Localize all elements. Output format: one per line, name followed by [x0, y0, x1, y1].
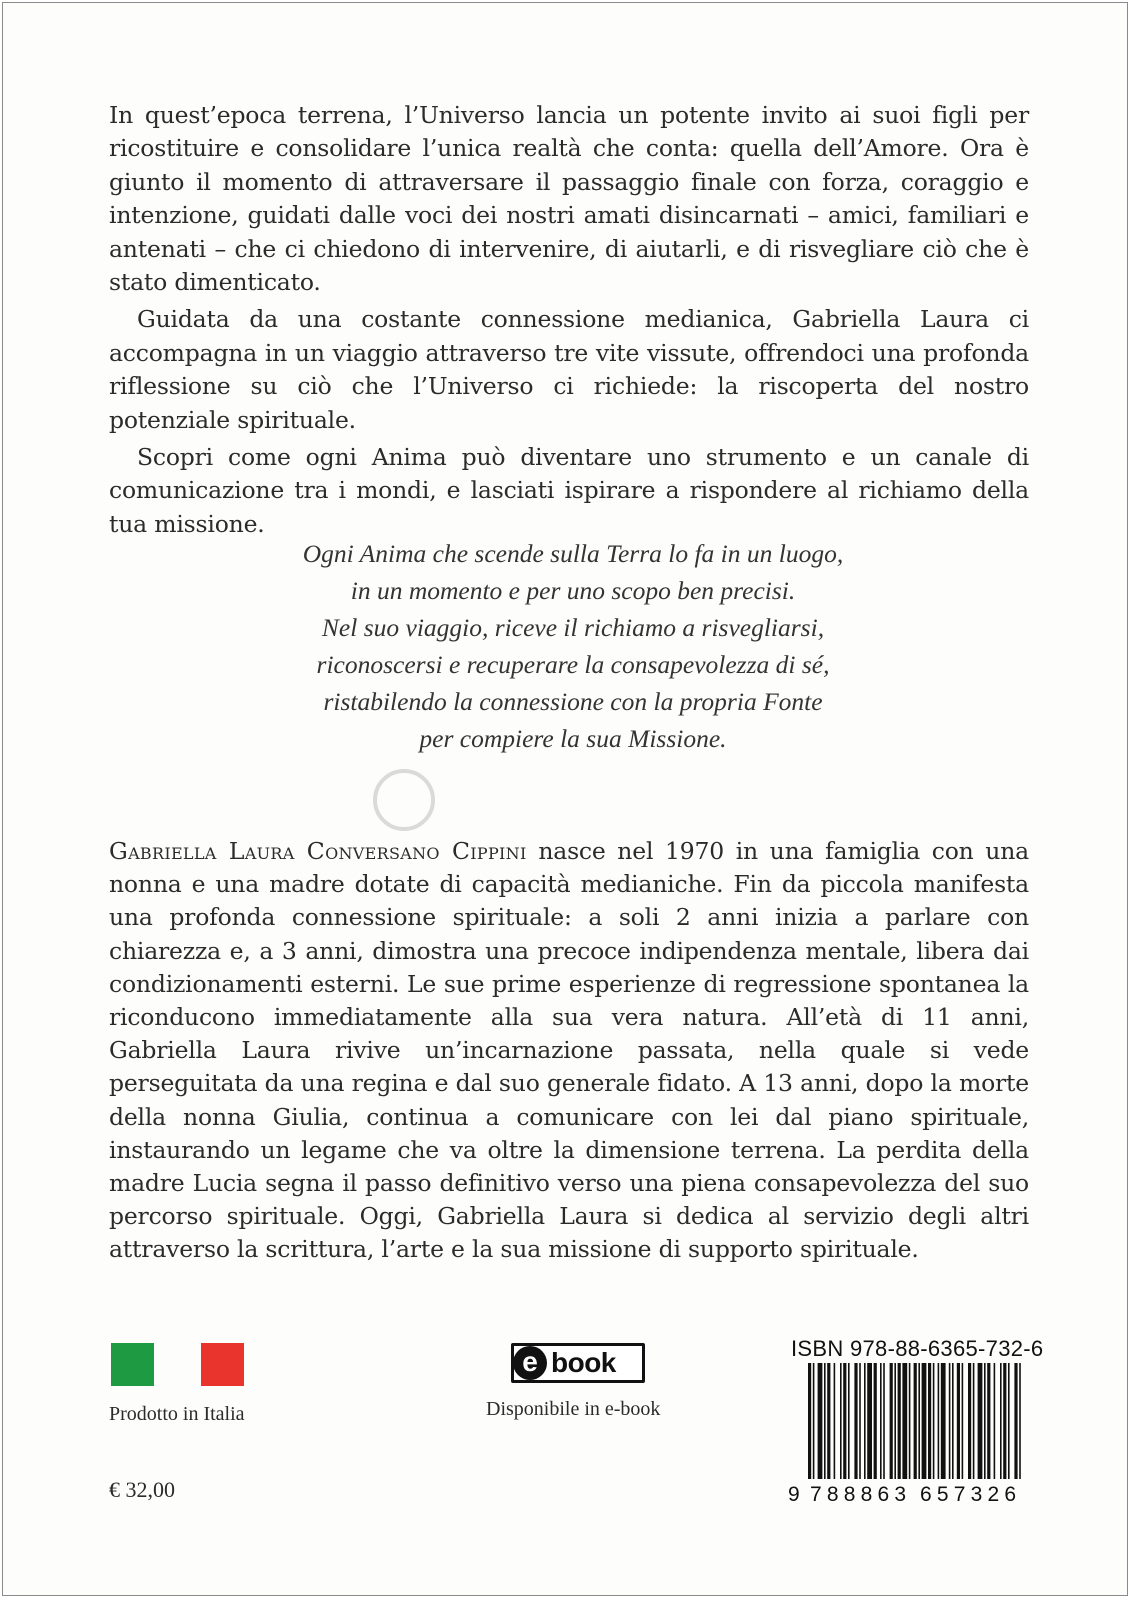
barcode-bar [987, 1363, 990, 1479]
barcode-bar [890, 1363, 893, 1479]
barcode-bar [867, 1363, 872, 1479]
isbn-label: ISBN 978-88-6365-732-6 [791, 1336, 1044, 1361]
barcode-bar [949, 1363, 951, 1479]
ebook-logo [511, 1343, 645, 1383]
isbn-barcode [788, 1363, 1028, 1503]
price-label: € 32,00 [109, 1477, 175, 1502]
author-bio [109, 835, 1029, 1267]
barcode-bar [957, 1363, 960, 1479]
quote-line: riconoscersi e recuperare la consapevolezza di sé, [316, 650, 830, 679]
barcode-bar [914, 1363, 917, 1479]
barcode-bar [824, 1363, 826, 1479]
barcode-bar [840, 1363, 842, 1479]
ebook-word: book [551, 1347, 616, 1378]
barcode-bar [941, 1363, 946, 1479]
barcode-bar [928, 1363, 931, 1479]
barcode-bar [894, 1363, 896, 1479]
barcode-bar [918, 1363, 920, 1479]
made-in-italy-label: Prodotto in Italia [109, 1403, 245, 1425]
barcode-bar [880, 1363, 882, 1479]
watermark-logo [373, 765, 773, 837]
italy-flag-green-square [111, 1343, 154, 1386]
quote-line: per compiere la sua Missione. [419, 724, 727, 753]
blurb-paragraph-3: Scopri come ogni Anima può diventare uno strumento e un canale di comunicazione tra i mondi, e lasciati ispirare a rispondere al richiamo della tua missione. [109, 443, 1029, 538]
blurb-paragraph-1: In quest’epoca terrena, l’Universo lancia un potente invito ai suoi figli per ricostituire e consolidare l’unica realtà che conta: quella dell’Amore. Ora è giunto il momento di attraversare il passaggio finale con forza, coraggio e intenzione, guidati dalle voci dei nostri amati disincarnati – amici, familiari e antenati – che ci chiedono di intervenire, di aiutarli, e di risvegliare ciò che è stato dimenticato. [109, 101, 1029, 297]
barcode-bar [1003, 1363, 1006, 1479]
barcode-bar [1019, 1363, 1021, 1479]
ebook-e-icon: e [513, 1346, 547, 1380]
back-cover [2, 2, 1128, 1596]
barcode-bar [902, 1363, 907, 1479]
barcode-digits-left: 788863 [810, 1483, 906, 1503]
quote-block [203, 535, 943, 757]
barcode-bar [874, 1363, 877, 1479]
barcode-bar [938, 1363, 940, 1479]
barcode-bar [1014, 1363, 1017, 1479]
barcode-bar [808, 1363, 811, 1479]
barcode-bar [813, 1363, 815, 1479]
barcode-bar [898, 1363, 901, 1479]
quote-line: ristabilendo la connessione con la propria Fonte [323, 687, 823, 716]
barcode-bars [808, 1363, 1021, 1479]
bio-text: nasce nel 1970 in una famiglia con una nonna e una madre dotate di capacità medianiche. Fin da piccola manifesta una profonda connessione spirituale: a soli 2 anni inizia a parlare con chiarezza e, a 3 anni, dimostra una precoce indipendenza mentale, libera dai condizionamenti esterni. Le sue prime esperienze di regressione spontanea la riconducono immediatamente alla sua vera natura. All’età di 11 anni, Gabriella Laura rivive un’incarnazione passata, nella quale si vede perseguitata da una regina e dal suo generale fidato. A 13 anni, dopo la morte della nonna Giulia, continua a comunicare con lei dal piano spirituale, instaurando un legame che va oltre la dimensione terrena. La perdita della madre Lucia segna il passo definitivo verso una piena consapevolezza del suo percorso spirituale. Oggi, Gabriella Laura si dedica al servizio degli altri attraverso la scrittura, l’arte e la sua missione di supporto spirituale. [109, 837, 1029, 1264]
barcode-bar [968, 1363, 971, 1479]
barcode-bar [843, 1363, 846, 1479]
barcode-bar [973, 1363, 975, 1479]
barcode-bar [994, 1363, 996, 1479]
barcode-bar [1008, 1363, 1010, 1479]
quote-line: in un momento e per uno scopo ben precisi. [350, 576, 796, 605]
barcode-bar [818, 1363, 823, 1479]
barcode-bar [859, 1363, 861, 1479]
barcode-bar [952, 1363, 954, 1479]
barcode-bar [984, 1363, 986, 1479]
blurb-paragraph-2: Guidata da una costante connessione medianica, Gabriella Laura ci accompagna in un viaggio attraverso tre vite vissute, offrendoci una profonda riflessione su ciò che l’Universo ci richiede: la riscoperta del nostro potenziale spirituale. [109, 305, 1029, 434]
barcode-bar [962, 1363, 964, 1479]
barcode-bar [933, 1363, 935, 1479]
barcode-digit-first: 9 [788, 1483, 800, 1503]
barcode-bar [827, 1363, 830, 1479]
leaf-icon [373, 769, 435, 831]
barcode-digits-right: 657326 [920, 1483, 1016, 1503]
barcode-bar [854, 1363, 857, 1479]
quote-line: Ogni Anima che scende sulla Terra lo fa in un luogo, [302, 539, 844, 568]
author-name: Gabriella Laura Conversano Cippini [109, 837, 527, 865]
quote-line: Nel suo viaggio, riceve il richiamo a risvegliarsi, [321, 613, 825, 642]
barcode-bar [864, 1363, 866, 1479]
barcode-bar [883, 1363, 885, 1479]
italy-flag-red-square [201, 1343, 244, 1386]
barcode-bar [1000, 1363, 1002, 1479]
ebook-caption: Disponibile in e-book [486, 1398, 661, 1420]
barcode-bar [834, 1363, 836, 1479]
barcode-bar [848, 1363, 850, 1479]
blurb-text [109, 99, 1029, 545]
barcode-bar [978, 1363, 983, 1479]
barcode-bar [922, 1363, 927, 1479]
barcode-bar [909, 1363, 911, 1479]
